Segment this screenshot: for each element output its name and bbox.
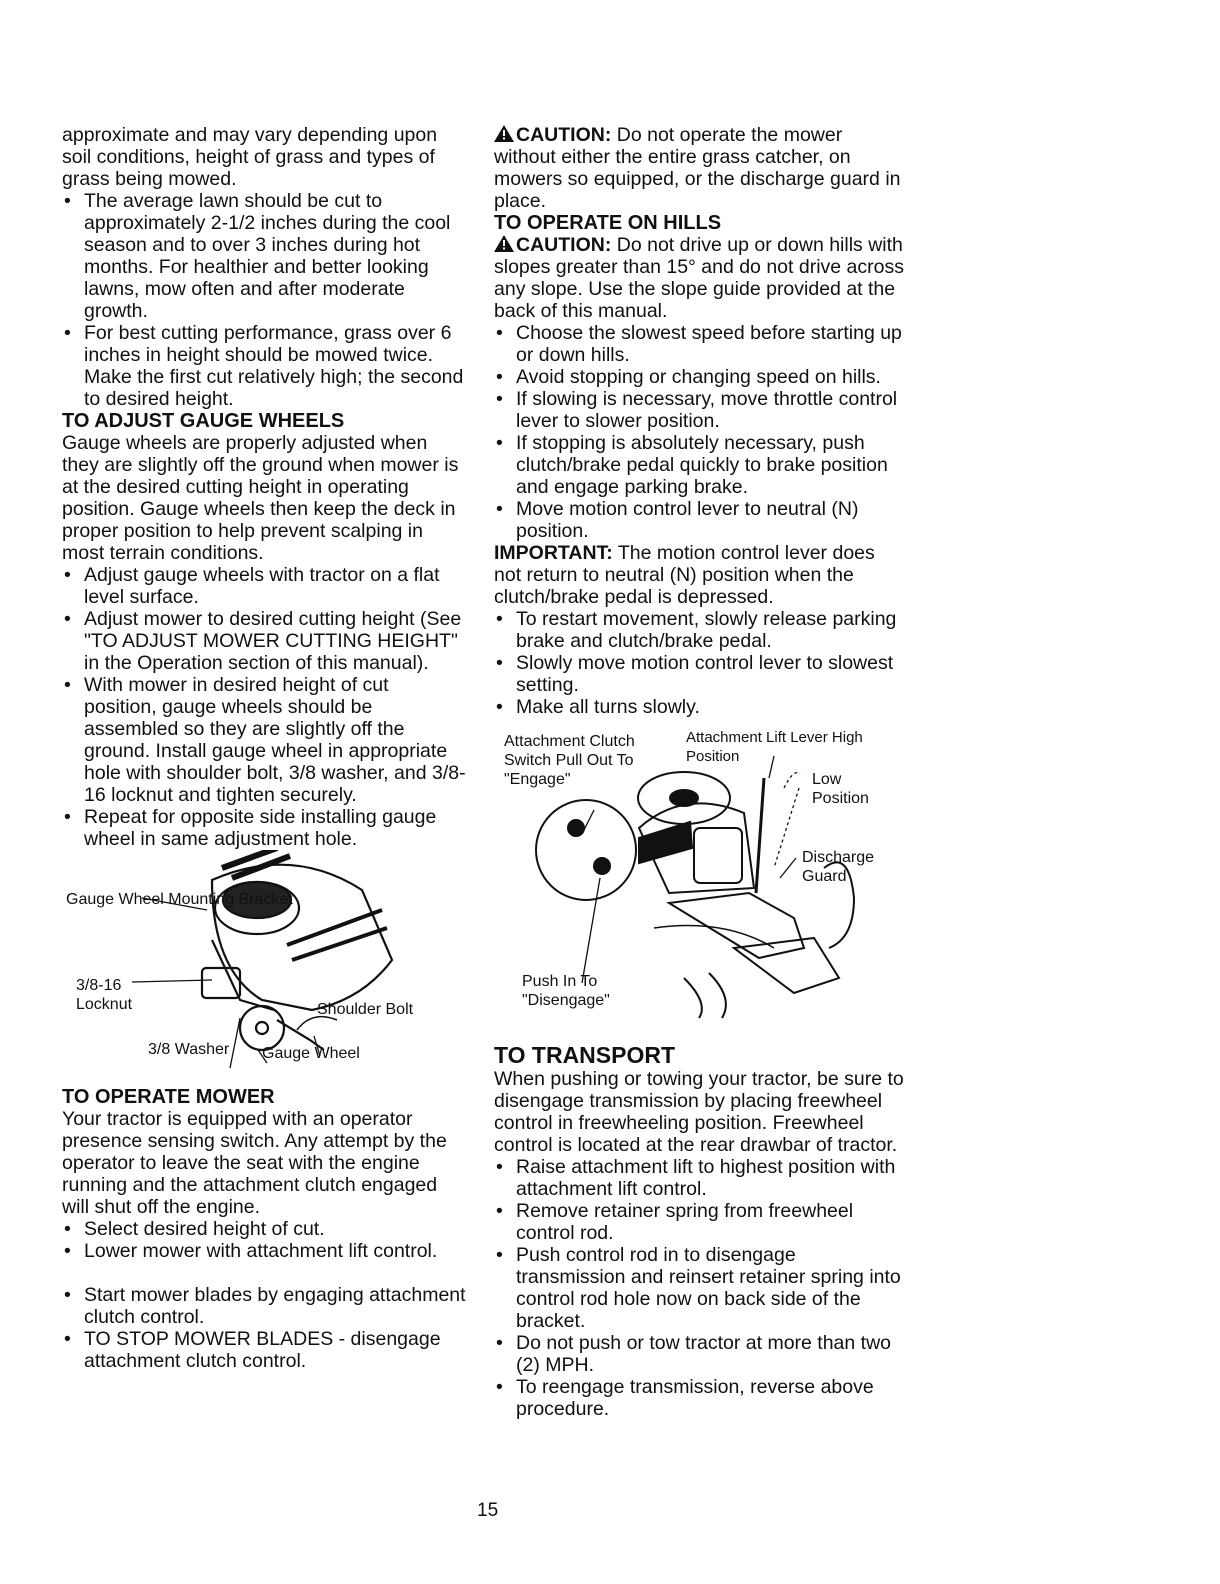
discharge-guard-label: Discharge Guard: [802, 849, 875, 885]
list-item: • Slowly move motion control lever to slowest setting.: [494, 652, 904, 696]
transport-bullet-list: [494, 1156, 904, 1420]
hills-bullet-list: [494, 322, 904, 542]
shoulder-bolt-label: Shoulder Bolt: [317, 1001, 414, 1018]
tractor-controls-figure: [494, 718, 904, 1030]
list-item: • Select desired height of cut.: [62, 1218, 466, 1240]
gauge-bullet-list: [62, 564, 466, 850]
locknut-label: 3/8-16 Locknut: [76, 977, 133, 1013]
left-column: [62, 124, 466, 1372]
gauge-wheel-figure: [62, 850, 466, 1086]
push-in-label: Push In To "Disengage": [522, 973, 610, 1009]
page-number: 15: [477, 1500, 499, 1521]
list-item: • To reengage transmission, reverse above procedure.: [494, 1376, 904, 1420]
operate-mower-paragraph: Your tractor is equipped with an operator presence sensing switch. Any attempt by the operator to leave the seat with the engine running and the attachment clutch engaged will shut off the engine.: [62, 1108, 447, 1218]
list-item: • The average lawn should be cut to approximately 2-1/2 inches during the cool season and to over 3 inches during hot months. For healthier and better looking lawns, mow often and after moderate growth.: [62, 190, 466, 322]
list-item: • With mower in desired height of cut position, gauge wheels should be assembled so they are slightly off the ground. Install gauge wheel in appropriate hole with shoulder bolt, 3/8 washer, and 3/8-16 locknut and tighten securely.: [62, 674, 466, 806]
transport-heading: TO TRANSPORT: [494, 1042, 676, 1068]
important-text: The motion control lever does not return to neutral (N) position when the clutch/brake pedal is depressed.: [494, 542, 875, 608]
transport-paragraph: When pushing or towing your tractor, be sure to disengage transmission by placing freewheel control in freewheeling position. Freewheel control is located at the rear drawbar of tractor.: [494, 1068, 904, 1156]
list-item: • If slowing is necessary, move throttle control lever to slower position.: [494, 388, 904, 432]
caution-text: Do not drive up or down hills with slopes greater than 15° and do not drive across any slope. Use the slope guide provided at the back of this manual.: [494, 234, 904, 322]
list-item: • Avoid stopping or changing speed on hills.: [494, 366, 904, 388]
list-item: • For best cutting performance, grass over 6 inches in height should be mowed twice. Make the first cut relatively high; the second to desired height.: [62, 322, 466, 410]
intro-paragraph: approximate and may vary depending upon soil conditions, height of grass and types of grass being mowed.: [62, 124, 438, 190]
list-item: • Repeat for opposite side installing gauge wheel in same adjustment hole.: [62, 806, 466, 850]
list-item: • Do not push or tow tractor at more than two (2) MPH.: [494, 1332, 904, 1376]
caution-paragraph-2: [494, 234, 904, 322]
operate-on-hills-heading: TO OPERATE ON HILLS: [494, 212, 722, 234]
list-item: • Adjust gauge wheels with tractor on a flat level surface.: [62, 564, 466, 608]
gauge-wheels-paragraph: Gauge wheels are properly adjusted when they are slightly off the ground when mower is at the desired cutting height in operating position. Gauge wheels then keep the deck in proper position to help prevent scalping in most terrain conditions.: [62, 432, 459, 564]
list-item: • To restart movement, slowly release parking brake and clutch/brake pedal.: [494, 608, 904, 652]
lawn-bullet-list: [62, 190, 466, 410]
restart-bullet-list: [494, 608, 904, 718]
important-paragraph: [494, 542, 904, 608]
list-item: • Adjust mower to desired cutting height (See "TO ADJUST MOWER CUTTING HEIGHT" in the Operation section of this manual).: [62, 608, 466, 674]
list-item: • Raise attachment lift to highest position with attachment lift control.: [494, 1156, 904, 1200]
list-item: • Choose the slowest speed before starting up or down hills.: [494, 322, 904, 366]
warning-triangle-icon: [494, 235, 514, 252]
list-item: • Push control rod in to disengage transmission and reinsert retainer spring into control rod hole now on back side of the bracket.: [494, 1244, 904, 1332]
list-item: • Move motion control lever to neutral (N) position.: [494, 498, 904, 542]
caution-text: Do not operate the mower without either the entire grass catcher, on mowers so equipped, or the discharge guard in place.: [494, 124, 901, 212]
right-column: [494, 124, 904, 1420]
list-item: • Start mower blades by engaging attachment clutch control.: [62, 1284, 466, 1328]
clutch-pull-label: Attachment Clutch Switch Pull Out To "Engage": [504, 733, 635, 788]
caution-paragraph-1: [494, 124, 904, 212]
operate-mower-heading: TO OPERATE MOWER: [62, 1086, 275, 1108]
caution-label: CAUTION:: [516, 124, 612, 146]
operate-bullet-list-2: [62, 1284, 466, 1372]
gauge-wheel-label: Gauge Wheel: [262, 1045, 360, 1062]
gauge-wheel-mounting-bracket-label: Gauge Wheel Mounting Bracket: [66, 891, 293, 908]
lift-lever-label: Attachment Lift Lever High Position: [686, 729, 863, 765]
operate-bullet-list: [62, 1218, 466, 1262]
list-item: • Remove retainer spring from freewheel control rod.: [494, 1200, 904, 1244]
list-item: • If stopping is absolutely necessary, push clutch/brake pedal quickly to brake position and engage parking brake.: [494, 432, 904, 498]
low-position-label: Low Position: [812, 771, 869, 807]
important-label: IMPORTANT:: [494, 542, 613, 564]
washer-label: 3/8 Washer: [148, 1041, 230, 1058]
gauge-wheels-heading: TO ADJUST GAUGE WHEELS: [62, 410, 345, 432]
warning-triangle-icon: [494, 125, 514, 142]
caution-label: CAUTION:: [516, 234, 612, 256]
list-item: • TO STOP MOWER BLADES - disengage attachment clutch control.: [62, 1328, 466, 1372]
list-item: • Lower mower with attachment lift control.: [62, 1240, 466, 1262]
list-item: • Make all turns slowly.: [494, 696, 904, 718]
